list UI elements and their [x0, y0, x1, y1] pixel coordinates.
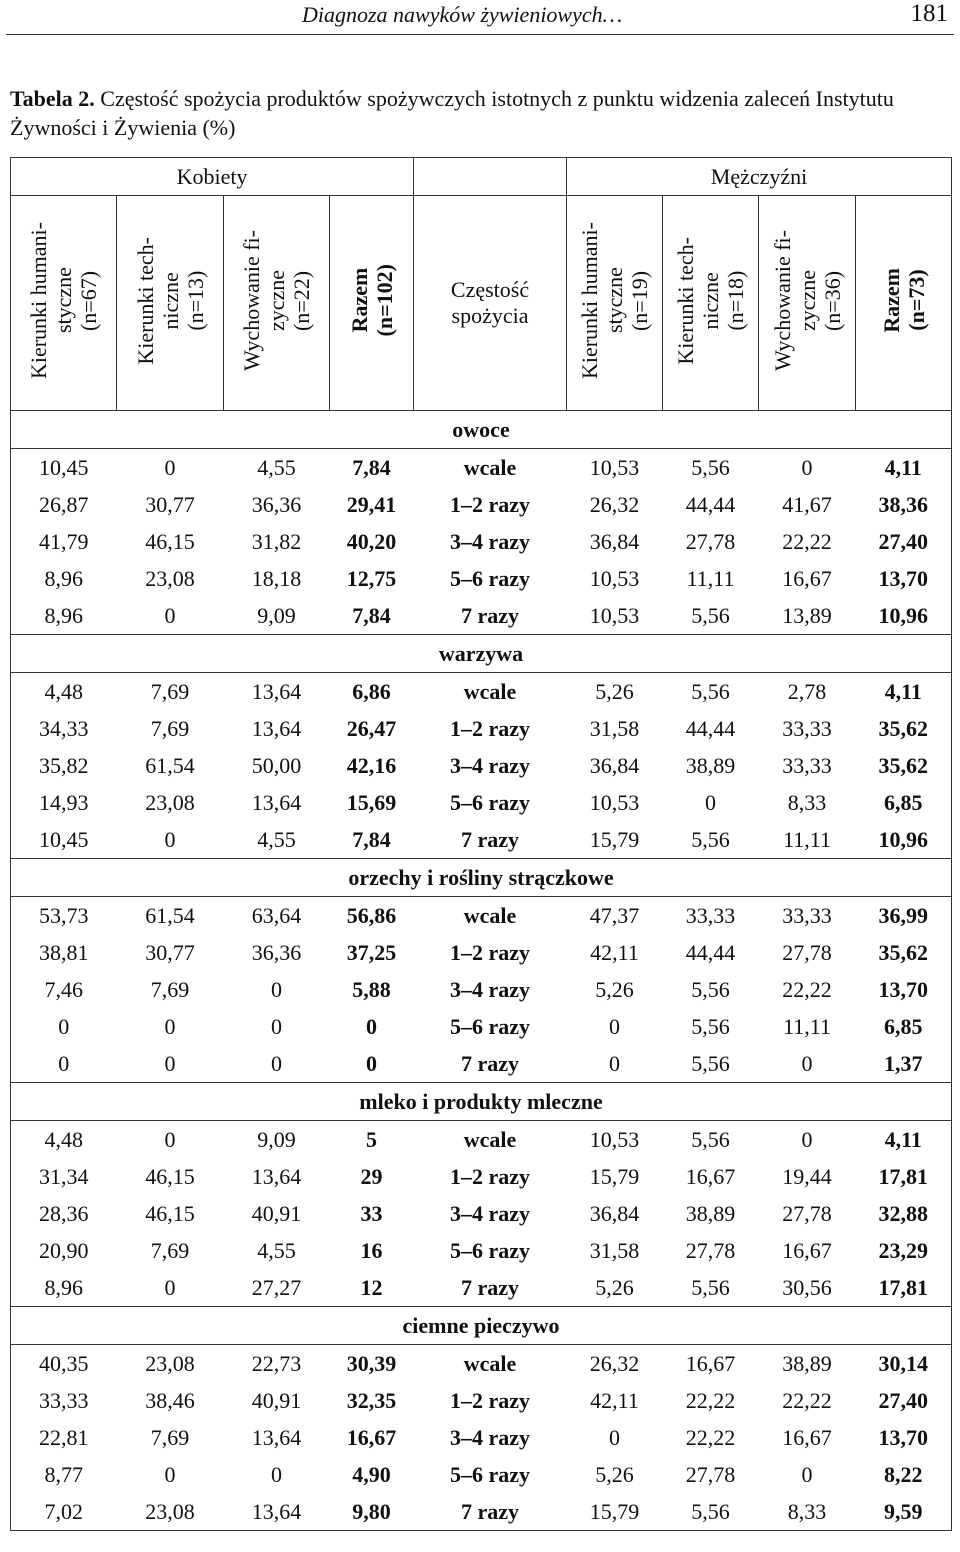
men-value-cell: 16,67 [782, 1424, 832, 1450]
women-value-cell: 13,64 [251, 789, 302, 815]
table-row [11, 1121, 952, 1159]
frequency-cell: 5–6 razy [450, 1461, 531, 1487]
men-value-cell: 30,56 [782, 1274, 832, 1300]
women-total-cell: 7,84 [352, 602, 391, 628]
men-total-cell: 27,40 [856, 1382, 952, 1419]
men-value-cell: 5,56 [691, 602, 730, 628]
table-row [11, 897, 952, 935]
frequency-cell: 5–6 razy [450, 565, 531, 591]
men-value-cell: 10,53 [589, 454, 640, 480]
men-value-cell: 16,67 [782, 1237, 832, 1263]
women-total-cell: 42,16 [346, 752, 397, 778]
col-header-label: Wychowanie fi- zyczne (n=22) [239, 229, 314, 371]
men-value-cell: 5,56 [691, 1126, 730, 1152]
women-value-cell: 38,81 [11, 934, 117, 971]
women-value-cell: 0 [164, 1461, 176, 1487]
men-value-cell: 38,89 [782, 1350, 832, 1376]
men-value-cell: 13,89 [782, 602, 832, 628]
women-value-cell: 34,33 [11, 710, 117, 747]
men-value-cell: 27,78 [685, 1461, 736, 1487]
men-value-cell: 5,56 [691, 976, 730, 1002]
men-total-cell: 9,59 [856, 1493, 952, 1531]
men-value-cell: 47,37 [589, 902, 640, 928]
women-total-cell: 40,20 [346, 528, 397, 554]
women-value-cell: 10,45 [11, 449, 117, 487]
men-value-cell: 36,84 [589, 528, 640, 554]
section-title: owoce [11, 411, 952, 449]
men-value-cell: 8,33 [787, 789, 827, 815]
women-value-cell: 13,64 [251, 1163, 302, 1189]
women-total-cell: 32,35 [346, 1387, 397, 1413]
women-total-cell: 0 [366, 1013, 377, 1039]
women-value-cell: 0 [11, 1008, 117, 1045]
women-value-cell: 27,27 [251, 1274, 302, 1300]
women-value-cell: 7,69 [150, 1237, 190, 1263]
frequency-cell: wcale [463, 678, 517, 704]
women-value-cell: 46,15 [145, 528, 195, 554]
women-value-cell: 61,54 [145, 752, 195, 778]
table-row [11, 821, 952, 859]
men-value-cell: 0 [801, 454, 813, 480]
women-value-cell: 50,00 [251, 752, 302, 778]
men-value-cell: 8,33 [759, 1493, 856, 1531]
women-value-cell: 8,96 [11, 597, 117, 635]
frequency-cell: 3–4 razy [450, 976, 531, 1002]
frequency-cell: 3–4 razy [450, 752, 531, 778]
men-value-cell: 22,22 [782, 528, 832, 554]
men-value-cell: 15,79 [567, 1493, 663, 1531]
table-row [11, 523, 952, 560]
women-value-cell: 46,15 [145, 1163, 195, 1189]
frequency-cell: 7 razy [414, 1493, 567, 1531]
frequency-cell: wcale [463, 902, 517, 928]
col-header-label: Razem (n=102) [346, 264, 397, 337]
women-value-cell: 7,69 [150, 1424, 190, 1450]
men-value-cell: 5,56 [691, 1050, 730, 1076]
women-value-cell: 18,18 [251, 565, 302, 591]
women-value-cell: 7,02 [11, 1493, 117, 1531]
caption-label: Tabela 2. [10, 86, 95, 111]
section-title: ciemne pieczywo [11, 1307, 952, 1345]
frequency-table [10, 157, 952, 1531]
women-value-cell: 8,96 [11, 1269, 117, 1307]
frequency-cell: 7 razy [461, 826, 520, 852]
col-header-label: Kierunki humani- styczne (n=67) [26, 221, 101, 380]
men-value-cell: 5,26 [595, 1461, 634, 1487]
women-value-cell: 13,64 [251, 678, 302, 704]
men-value-cell: 31,58 [589, 1237, 640, 1263]
table-row [11, 1269, 952, 1307]
women-value-cell: 0 [271, 976, 282, 1002]
men-value-cell: 16,67 [782, 565, 832, 591]
frequency-cell: wcale [463, 1126, 517, 1152]
men-value-cell: 22,22 [685, 1424, 736, 1450]
men-value-cell: 41,67 [782, 491, 832, 517]
men-value-cell: 5,56 [691, 454, 730, 480]
table-row [11, 597, 952, 635]
frequency-cell: 7 razy [461, 602, 520, 628]
women-total-cell: 12 [360, 1274, 383, 1300]
men-total-cell: 17,81 [856, 1269, 952, 1307]
table-row [11, 560, 952, 597]
women-value-cell: 0 [164, 1050, 176, 1076]
women-value-cell: 41,79 [11, 523, 117, 560]
table-row [11, 673, 952, 711]
women-value-cell: 40,91 [251, 1200, 302, 1226]
men-total-cell: 13,70 [856, 560, 952, 597]
women-total-cell: 5,88 [352, 976, 391, 1002]
col-header-label: Kierunki tech- niczne (n=18) [673, 236, 749, 365]
table-caption [10, 84, 950, 142]
women-value-cell: 23,08 [145, 789, 195, 815]
col-header-men-humanities [567, 196, 663, 411]
women-value-cell: 4,55 [257, 1237, 296, 1263]
men-value-cell: 10,53 [589, 565, 640, 591]
men-value-cell: 42,11 [590, 1387, 639, 1413]
table-row [11, 1345, 952, 1383]
women-value-cell: 4,48 [11, 1121, 117, 1159]
section-row [11, 1083, 952, 1121]
men-value-cell: 0 [801, 1461, 813, 1487]
women-value-cell: 10,45 [11, 821, 117, 859]
women-value-cell: 46,15 [145, 1200, 195, 1226]
women-value-cell: 63,64 [251, 902, 302, 928]
men-total-cell: 35,62 [856, 934, 952, 971]
col-header-label: Razem (n=73) [878, 268, 929, 333]
men-value-cell: 26,32 [589, 491, 640, 517]
men-total-cell: 4,11 [856, 449, 952, 487]
women-value-cell: 0 [164, 1274, 176, 1300]
frequency-cell: 5–6 razy [450, 789, 531, 815]
women-value-cell: 0 [164, 602, 176, 628]
frequency-cell: 1–2 razy [450, 1387, 531, 1413]
group-header-kobiety: Kobiety [11, 158, 414, 196]
men-value-cell: 33,33 [782, 902, 832, 928]
women-value-cell: 23,08 [145, 565, 195, 591]
men-value-cell: 10,53 [589, 789, 640, 815]
women-total-cell: 4,90 [352, 1461, 391, 1487]
women-value-cell: 30,77 [145, 939, 195, 965]
men-value-cell: 44,44 [685, 939, 736, 965]
table-row [11, 449, 952, 487]
frequency-header-label: Częstość spożycia [450, 277, 530, 328]
women-total-cell: 7,84 [352, 454, 391, 480]
group-header-mezczyzni: Mężczyźni [567, 158, 952, 196]
frequency-cell: 1–2 razy [450, 939, 531, 965]
men-total-cell: 30,14 [856, 1345, 952, 1383]
section-title: orzechy i rośliny strączkowe [11, 859, 952, 897]
table-row [11, 1008, 952, 1045]
women-total-cell: 29,41 [346, 491, 397, 517]
men-total-cell: 23,29 [856, 1232, 952, 1269]
col-header-women-physical-ed [224, 196, 330, 411]
women-total-cell: 26,47 [346, 715, 397, 741]
women-value-cell: 0 [271, 1461, 282, 1487]
men-total-cell: 13,70 [856, 1419, 952, 1456]
men-value-cell: 2,78 [787, 678, 827, 704]
women-value-cell: 13,64 [224, 1493, 330, 1531]
women-value-cell: 30,77 [145, 491, 195, 517]
table-row [11, 1493, 952, 1531]
men-total-cell: 10,96 [856, 597, 952, 635]
women-value-cell: 13,64 [251, 1424, 302, 1450]
men-value-cell: 44,44 [685, 491, 736, 517]
women-value-cell: 14,93 [11, 784, 117, 821]
women-value-cell: 7,69 [150, 976, 190, 1002]
col-header-women-humanities [11, 196, 117, 411]
men-value-cell: 5,26 [595, 976, 634, 1002]
women-value-cell: 8,96 [11, 560, 117, 597]
women-total-cell: 12,75 [346, 565, 397, 591]
frequency-cell: 1–2 razy [450, 491, 531, 517]
women-value-cell: 33,33 [11, 1382, 117, 1419]
women-value-cell: 20,90 [11, 1232, 117, 1269]
men-value-cell: 15,79 [589, 826, 640, 852]
men-value-cell: 26,32 [589, 1350, 640, 1376]
col-header-women-technical [117, 196, 224, 411]
women-total-cell: 5 [366, 1126, 377, 1152]
men-total-cell: 6,85 [856, 1008, 952, 1045]
men-value-cell: 0 [705, 789, 717, 815]
col-header-men-physical-ed [759, 196, 856, 411]
section-title: warzywa [11, 635, 952, 673]
women-value-cell: 0 [11, 1045, 117, 1083]
men-value-cell: 0 [609, 1050, 621, 1076]
men-value-cell: 22,22 [782, 976, 832, 1002]
men-value-cell: 36,84 [589, 1200, 640, 1226]
col-header-label: Kierunki humani- styczne (n=19) [577, 221, 653, 380]
table-body [11, 411, 952, 1531]
women-total-cell: 56,86 [346, 902, 397, 928]
men-value-cell: 5,26 [595, 678, 634, 704]
women-value-cell: 7,69 [150, 715, 190, 741]
table-row [11, 710, 952, 747]
women-value-cell: 4,55 [257, 454, 296, 480]
section-row [11, 1307, 952, 1345]
frequency-cell: 7 razy [461, 1050, 520, 1076]
women-total-cell: 6,86 [352, 678, 391, 704]
men-value-cell: 5,56 [691, 1274, 730, 1300]
men-value-cell: 31,58 [589, 715, 640, 741]
men-total-cell: 27,40 [856, 523, 952, 560]
men-value-cell: 36,84 [589, 752, 640, 778]
men-value-cell: 5,56 [663, 1493, 759, 1531]
men-value-cell: 0 [801, 1126, 813, 1152]
men-total-cell: 13,70 [856, 971, 952, 1008]
women-value-cell: 4,48 [11, 673, 117, 711]
frequency-cell: 7 razy [461, 1274, 520, 1300]
men-total-cell: 1,37 [856, 1045, 952, 1083]
men-value-cell: 44,44 [685, 715, 736, 741]
men-total-cell: 35,62 [856, 747, 952, 784]
men-value-cell: 5,26 [595, 1274, 634, 1300]
header-divider [6, 34, 954, 35]
women-value-cell: 13,64 [251, 715, 302, 741]
men-value-cell: 16,67 [685, 1163, 736, 1189]
men-value-cell: 27,78 [782, 1200, 832, 1226]
frequency-cell: 1–2 razy [450, 715, 531, 741]
frequency-cell: 3–4 razy [450, 528, 531, 554]
men-value-cell: 5,56 [691, 1013, 730, 1039]
men-total-cell: 4,11 [856, 673, 952, 711]
women-value-cell: 7,46 [11, 971, 117, 1008]
men-value-cell: 15,79 [589, 1163, 640, 1189]
men-value-cell: 11,11 [783, 826, 831, 852]
col-header-men-total [856, 196, 952, 411]
women-value-cell: 22,81 [11, 1419, 117, 1456]
women-value-cell: 40,91 [251, 1387, 302, 1413]
men-total-cell: 38,36 [856, 486, 952, 523]
men-value-cell: 11,11 [783, 1013, 831, 1039]
men-total-cell: 36,99 [856, 897, 952, 935]
men-value-cell: 0 [609, 1013, 621, 1039]
men-value-cell: 22,22 [782, 1387, 832, 1413]
men-value-cell: 38,89 [685, 1200, 736, 1226]
women-value-cell: 8,77 [11, 1456, 117, 1493]
women-value-cell: 40,35 [11, 1345, 117, 1383]
section-row [11, 411, 952, 449]
men-value-cell: 0 [609, 1424, 621, 1450]
men-value-cell: 0 [801, 1050, 813, 1076]
freq-header-spacer [414, 158, 567, 196]
women-value-cell: 26,87 [11, 486, 117, 523]
page-number: 181 [910, 0, 948, 27]
table-row [11, 1232, 952, 1269]
women-total-cell: 0 [366, 1050, 377, 1076]
table-row [11, 1456, 952, 1493]
men-value-cell: 33,33 [685, 902, 736, 928]
section-title: mleko i produkty mleczne [11, 1083, 952, 1121]
men-value-cell: 16,67 [685, 1350, 736, 1376]
caption-text: Częstość spożycia produktów spożywczych istotnych z punktu widzenia zaleceń Instytutu Żywności i Żywienia (%) [10, 86, 894, 140]
men-value-cell: 19,44 [782, 1163, 832, 1189]
women-total-cell: 7,84 [352, 826, 391, 852]
men-value-cell: 5,56 [691, 678, 730, 704]
col-header-label: Kierunki tech- niczne (n=13) [132, 236, 208, 365]
col-header-label: Wychowanie fi- zyczne (n=36) [769, 229, 845, 371]
women-value-cell: 53,73 [11, 897, 117, 935]
frequency-cell: wcale [463, 454, 517, 480]
women-value-cell: 9,09 [257, 602, 296, 628]
men-value-cell: 10,53 [589, 602, 640, 628]
men-value-cell: 42,11 [590, 939, 639, 965]
women-value-cell: 0 [164, 454, 176, 480]
table-row [11, 1158, 952, 1195]
frequency-cell: 3–4 razy [450, 1200, 531, 1226]
women-value-cell: 61,54 [145, 902, 195, 928]
women-total-cell: 37,25 [346, 939, 397, 965]
table-row [11, 1382, 952, 1419]
col-header-frequency [414, 196, 567, 411]
section-row [11, 859, 952, 897]
men-value-cell: 33,33 [782, 715, 832, 741]
men-value-cell: 11,11 [686, 565, 735, 591]
women-total-cell: 15,69 [346, 789, 397, 815]
women-value-cell: 0 [164, 826, 176, 852]
table-row [11, 1195, 952, 1232]
frequency-cell: 5–6 razy [450, 1013, 531, 1039]
table-row [11, 1419, 952, 1456]
table-row [11, 934, 952, 971]
women-value-cell: 36,36 [251, 939, 302, 965]
running-title: Diagnoza nawyków żywieniowych… [302, 2, 623, 27]
men-value-cell: 5,56 [691, 826, 730, 852]
women-total-cell: 29 [360, 1163, 383, 1189]
men-total-cell: 32,88 [856, 1195, 952, 1232]
women-value-cell: 0 [271, 1013, 282, 1039]
table-row [11, 1045, 952, 1083]
men-total-cell: 4,11 [856, 1121, 952, 1159]
women-value-cell: 31,34 [11, 1158, 117, 1195]
women-total-cell: 16,67 [346, 1424, 397, 1450]
table-row [11, 486, 952, 523]
women-total-cell: 30,39 [346, 1350, 397, 1376]
women-value-cell: 7,69 [150, 678, 190, 704]
women-value-cell: 22,73 [251, 1350, 302, 1376]
col-header-women-total [330, 196, 414, 411]
section-row [11, 635, 952, 673]
frequency-cell: 3–4 razy [450, 1424, 531, 1450]
men-value-cell: 27,78 [782, 939, 832, 965]
women-value-cell: 38,46 [145, 1387, 195, 1413]
men-value-cell: 10,53 [589, 1126, 640, 1152]
men-value-cell: 22,22 [685, 1387, 736, 1413]
women-total-cell: 16 [360, 1237, 383, 1263]
col-header-men-technical [663, 196, 759, 411]
frequency-cell: 1–2 razy [450, 1163, 531, 1189]
running-head [0, 0, 960, 34]
frequency-cell: wcale [463, 1350, 517, 1376]
men-total-cell: 35,62 [856, 710, 952, 747]
women-total-cell: 9,80 [330, 1493, 414, 1531]
women-value-cell: 4,55 [257, 826, 296, 852]
women-value-cell: 31,82 [251, 528, 302, 554]
women-value-cell: 0 [164, 1013, 176, 1039]
men-value-cell: 27,78 [685, 1237, 736, 1263]
table-row [11, 747, 952, 784]
table-row [11, 784, 952, 821]
men-value-cell: 33,33 [782, 752, 832, 778]
women-value-cell: 23,08 [145, 1350, 195, 1376]
table-row [11, 971, 952, 1008]
women-value-cell: 0 [164, 1126, 176, 1152]
men-value-cell: 27,78 [685, 528, 736, 554]
men-total-cell: 6,85 [856, 784, 952, 821]
women-value-cell: 9,09 [257, 1126, 296, 1152]
women-total-cell: 33 [360, 1200, 383, 1226]
women-value-cell: 0 [271, 1050, 282, 1076]
women-value-cell: 35,82 [11, 747, 117, 784]
frequency-cell: 5–6 razy [450, 1237, 531, 1263]
women-value-cell: 28,36 [11, 1195, 117, 1232]
men-total-cell: 8,22 [856, 1456, 952, 1493]
women-value-cell: 23,08 [117, 1493, 224, 1531]
men-total-cell: 10,96 [856, 821, 952, 859]
women-value-cell: 36,36 [251, 491, 302, 517]
men-value-cell: 38,89 [685, 752, 736, 778]
men-total-cell: 17,81 [856, 1158, 952, 1195]
